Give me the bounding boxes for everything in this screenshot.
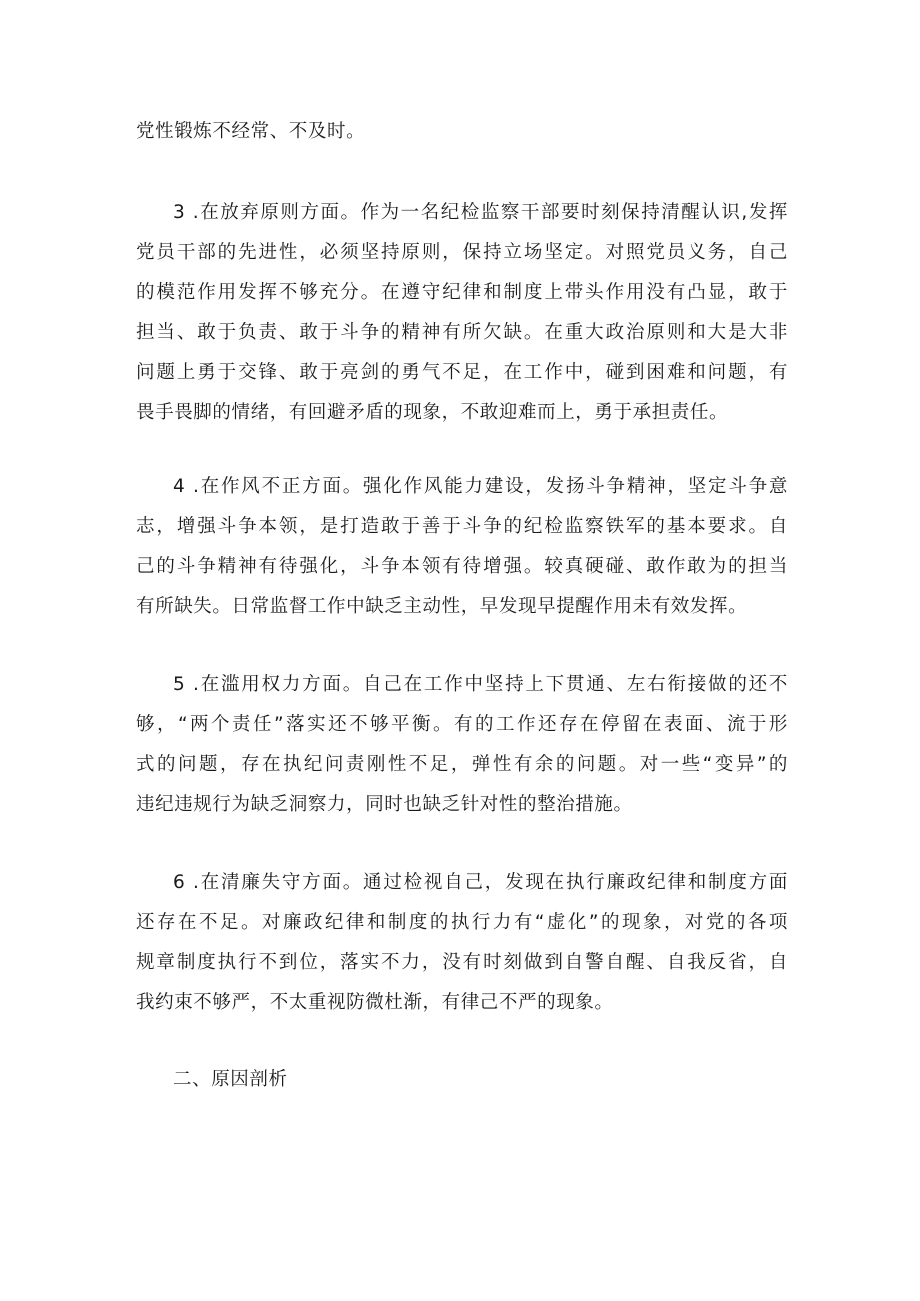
- text-line: 4 .在作风不正方面。强化作风能力建设，发扬斗争精神，坚定斗争意: [173, 476, 788, 497]
- text-line: 党性锻炼不经常、不及时。: [136, 121, 366, 142]
- text-line: 式的问题，存在执纪问责刚性不足，弹性有余的问题。对一些“变异”的: [136, 754, 788, 775]
- text-line: 志，增强斗争本领，是打造敢于善于斗争的纪检监察铁军的基本要求。自: [136, 516, 788, 537]
- text-line: 己的斗争精神有待强化，斗争本领有待增强。较真硬碰、敢作敢为的担当: [136, 556, 788, 577]
- text-line: 还存在不足。对廉政纪律和制度的执行力有“虚化”的现象，对党的各项: [136, 912, 788, 933]
- section-heading-text: 二、原因剖析: [173, 1069, 288, 1090]
- text-line: 规章制度执行不到位，落实不力，没有时刻做到自警自醒、自我反省，自: [136, 952, 788, 973]
- text-line: 违纪违规行为缺乏洞察力，同时也缺乏针对性的整治措施。: [136, 794, 633, 815]
- text-line: 畏手畏脚的情绪，有回避矛盾的现象，不敢迎难而上，勇于承担责任。: [136, 402, 729, 423]
- paragraph-4-work-style: [136, 467, 788, 627]
- paragraph-5-abuse-of-power: [136, 665, 788, 825]
- paragraph-3-abandon-principles: [136, 193, 788, 433]
- text-line: 3 .在放弃原则方面。作为一名纪检监察干部要时刻保持清醒认识,发挥: [173, 202, 788, 223]
- text-line: 够，“两个责任”落实还不够平衡。有的工作还存在停留在表面、流于形: [136, 714, 788, 735]
- paragraph-continuation: [136, 112, 788, 152]
- text-line: 的模范作用发挥不够充分。在遵守纪律和制度上带头作用没有凸显，敢于: [136, 282, 788, 303]
- text-line: 担当、敢于负责、敢于斗争的精神有所欠缺。在重大政治原则和大是大非: [136, 322, 788, 343]
- text-line: 5 .在滥用权力方面。自己在工作中坚持上下贯通、左右衔接做的还不: [173, 674, 788, 695]
- text-line: 问题上勇于交锋、敢于亮剑的勇气不足，在工作中，碰到困难和问题，有: [136, 362, 788, 383]
- paragraph-6-integrity: [136, 863, 788, 1023]
- text-line: 有所缺失。日常监督工作中缺乏主动性，早发现早提醒作用未有效发挥。: [136, 596, 748, 617]
- section-heading-cause-analysis: [136, 1060, 788, 1100]
- text-line: 我约束不够严，不太重视防微杜渐，有律己不严的现象。: [136, 992, 614, 1013]
- text-line: 6 .在清廉失守方面。通过检视自己，发现在执行廉政纪律和制度方面: [173, 872, 788, 893]
- text-line: 党员干部的先进性，必须坚持原则，保持立场坚定。对照党员义务，自己: [136, 242, 788, 263]
